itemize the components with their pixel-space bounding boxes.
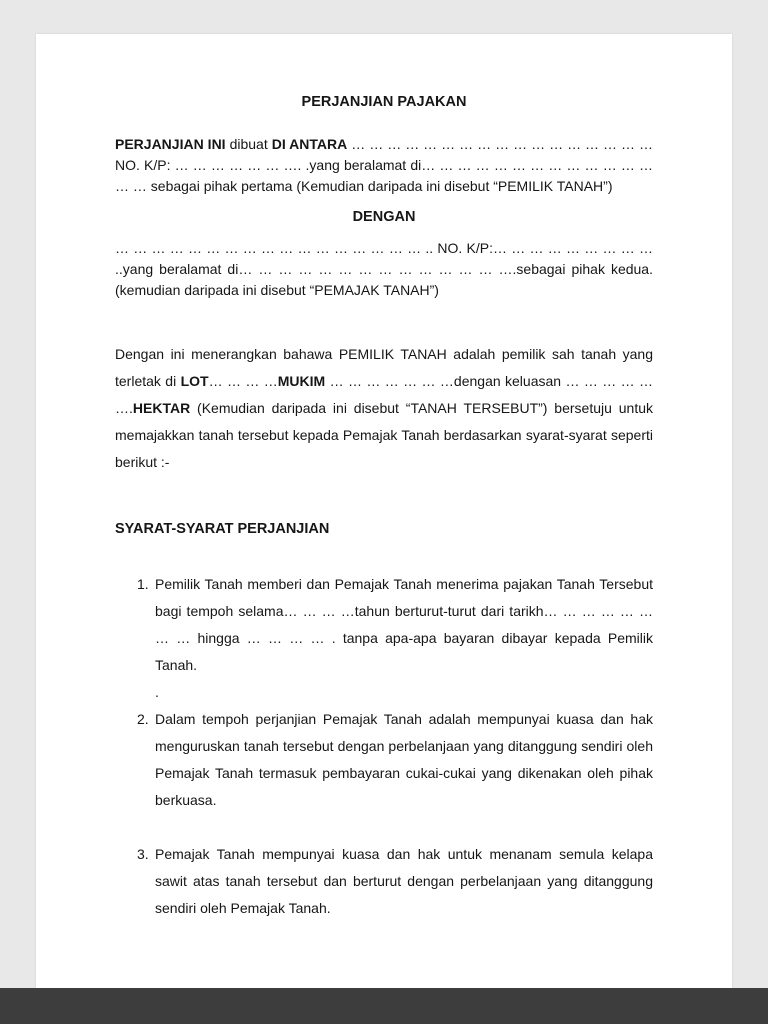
document-title: PERJANJIAN PAJAKAN xyxy=(301,94,467,110)
recital-text-1: Dengan ini menerangkan bahawa PEMILIK TANAH adalah pemilik sah tanah yang terletak di xyxy=(115,346,653,389)
recital-paragraph xyxy=(115,341,653,476)
term-number-2: 2. xyxy=(137,711,149,727)
intro-text-rest: … … … … … … … … … … … … … … … … … NO. K/P: … … … … … … …. .yang beralamat di… … … … … … … … … … … … … … … sebagai pihak pertama (Kemudian daripada ini disebut “PEMILIK TANAH”) xyxy=(115,136,654,194)
recital-text-4: (Kemudian daripada ini disebut “TANAH TERSEBUT”) bersetuju untuk memajakkan tanah tersebut kepada Pemajak Tanah berdasarkan syarat-syarat seperti berikut :- xyxy=(115,400,653,470)
document-page xyxy=(36,34,732,988)
term-number-1: 1. xyxy=(137,576,149,592)
intro-paragraph xyxy=(115,134,653,197)
second-party-paragraph: … … … … … … … … … … … … … … … … … .. NO. K/P:… … … … … … … … … ..yang beralamat di… … … … … … … … … … … … … ….sebagai pihak kedua. (kemudian daripada ini disebut “PEMAJAK TANAH”) xyxy=(115,240,653,298)
term-text-1: Pemilik Tanah memberi dan Pemajak Tanah menerima pajakan Tanah Tersebut bagi tempoh selama… … … …tahun berturut-turut dari tarikh… … … … … … … … hingga … … … … . tanpa apa-apa bayaran dibayar kepada Pemilik Tanah. xyxy=(155,576,653,673)
term-text-3: Pemajak Tanah mempunyai kuasa dan hak untuk menanam semula kelapa sawit atas tanah tersebut dan berturut dengan perbelanjaan yang ditanggung sendiri oleh Pemajak Tanah. xyxy=(155,846,653,916)
terms-heading: SYARAT-SYARAT PERJANJIAN xyxy=(115,521,330,537)
viewer-footer-bar xyxy=(0,988,768,1024)
terms-list xyxy=(115,571,653,922)
recital-bold-mukim: MUKIM xyxy=(277,373,326,389)
term-item-1 xyxy=(115,571,653,679)
recital-bold-lot: LOT xyxy=(180,373,209,389)
dengan-heading: DENGAN xyxy=(352,209,416,225)
intro-text-dibuat: dibuat xyxy=(225,136,272,152)
term-item-2 xyxy=(115,706,653,814)
term-number-3: 3. xyxy=(137,846,149,862)
stray-dot: . xyxy=(155,684,159,700)
term-text-2: Dalam tempoh perjanjian Pemajak Tanah adalah mempunyai kuasa dan hak menguruskan tanah tersebut dengan perbelanjaan yang ditanggung sendiri oleh Pemajak Tanah termasuk pembayaran cukai-cukai yang dikenakan oleh pihak berkuasa. xyxy=(155,711,653,808)
intro-bold-perjanjian-ini: PERJANJIAN INI xyxy=(115,136,226,152)
term-item-3 xyxy=(115,841,653,922)
recital-bold-hektar: HEKTAR xyxy=(132,400,191,416)
document-content xyxy=(36,34,732,922)
recital-text-3: … … … … … … …dengan keluasan … … … … … …. xyxy=(115,373,654,416)
intro-bold-di-antara: DI ANTARA xyxy=(271,136,348,152)
recital-text-2: … … … … xyxy=(208,373,278,389)
